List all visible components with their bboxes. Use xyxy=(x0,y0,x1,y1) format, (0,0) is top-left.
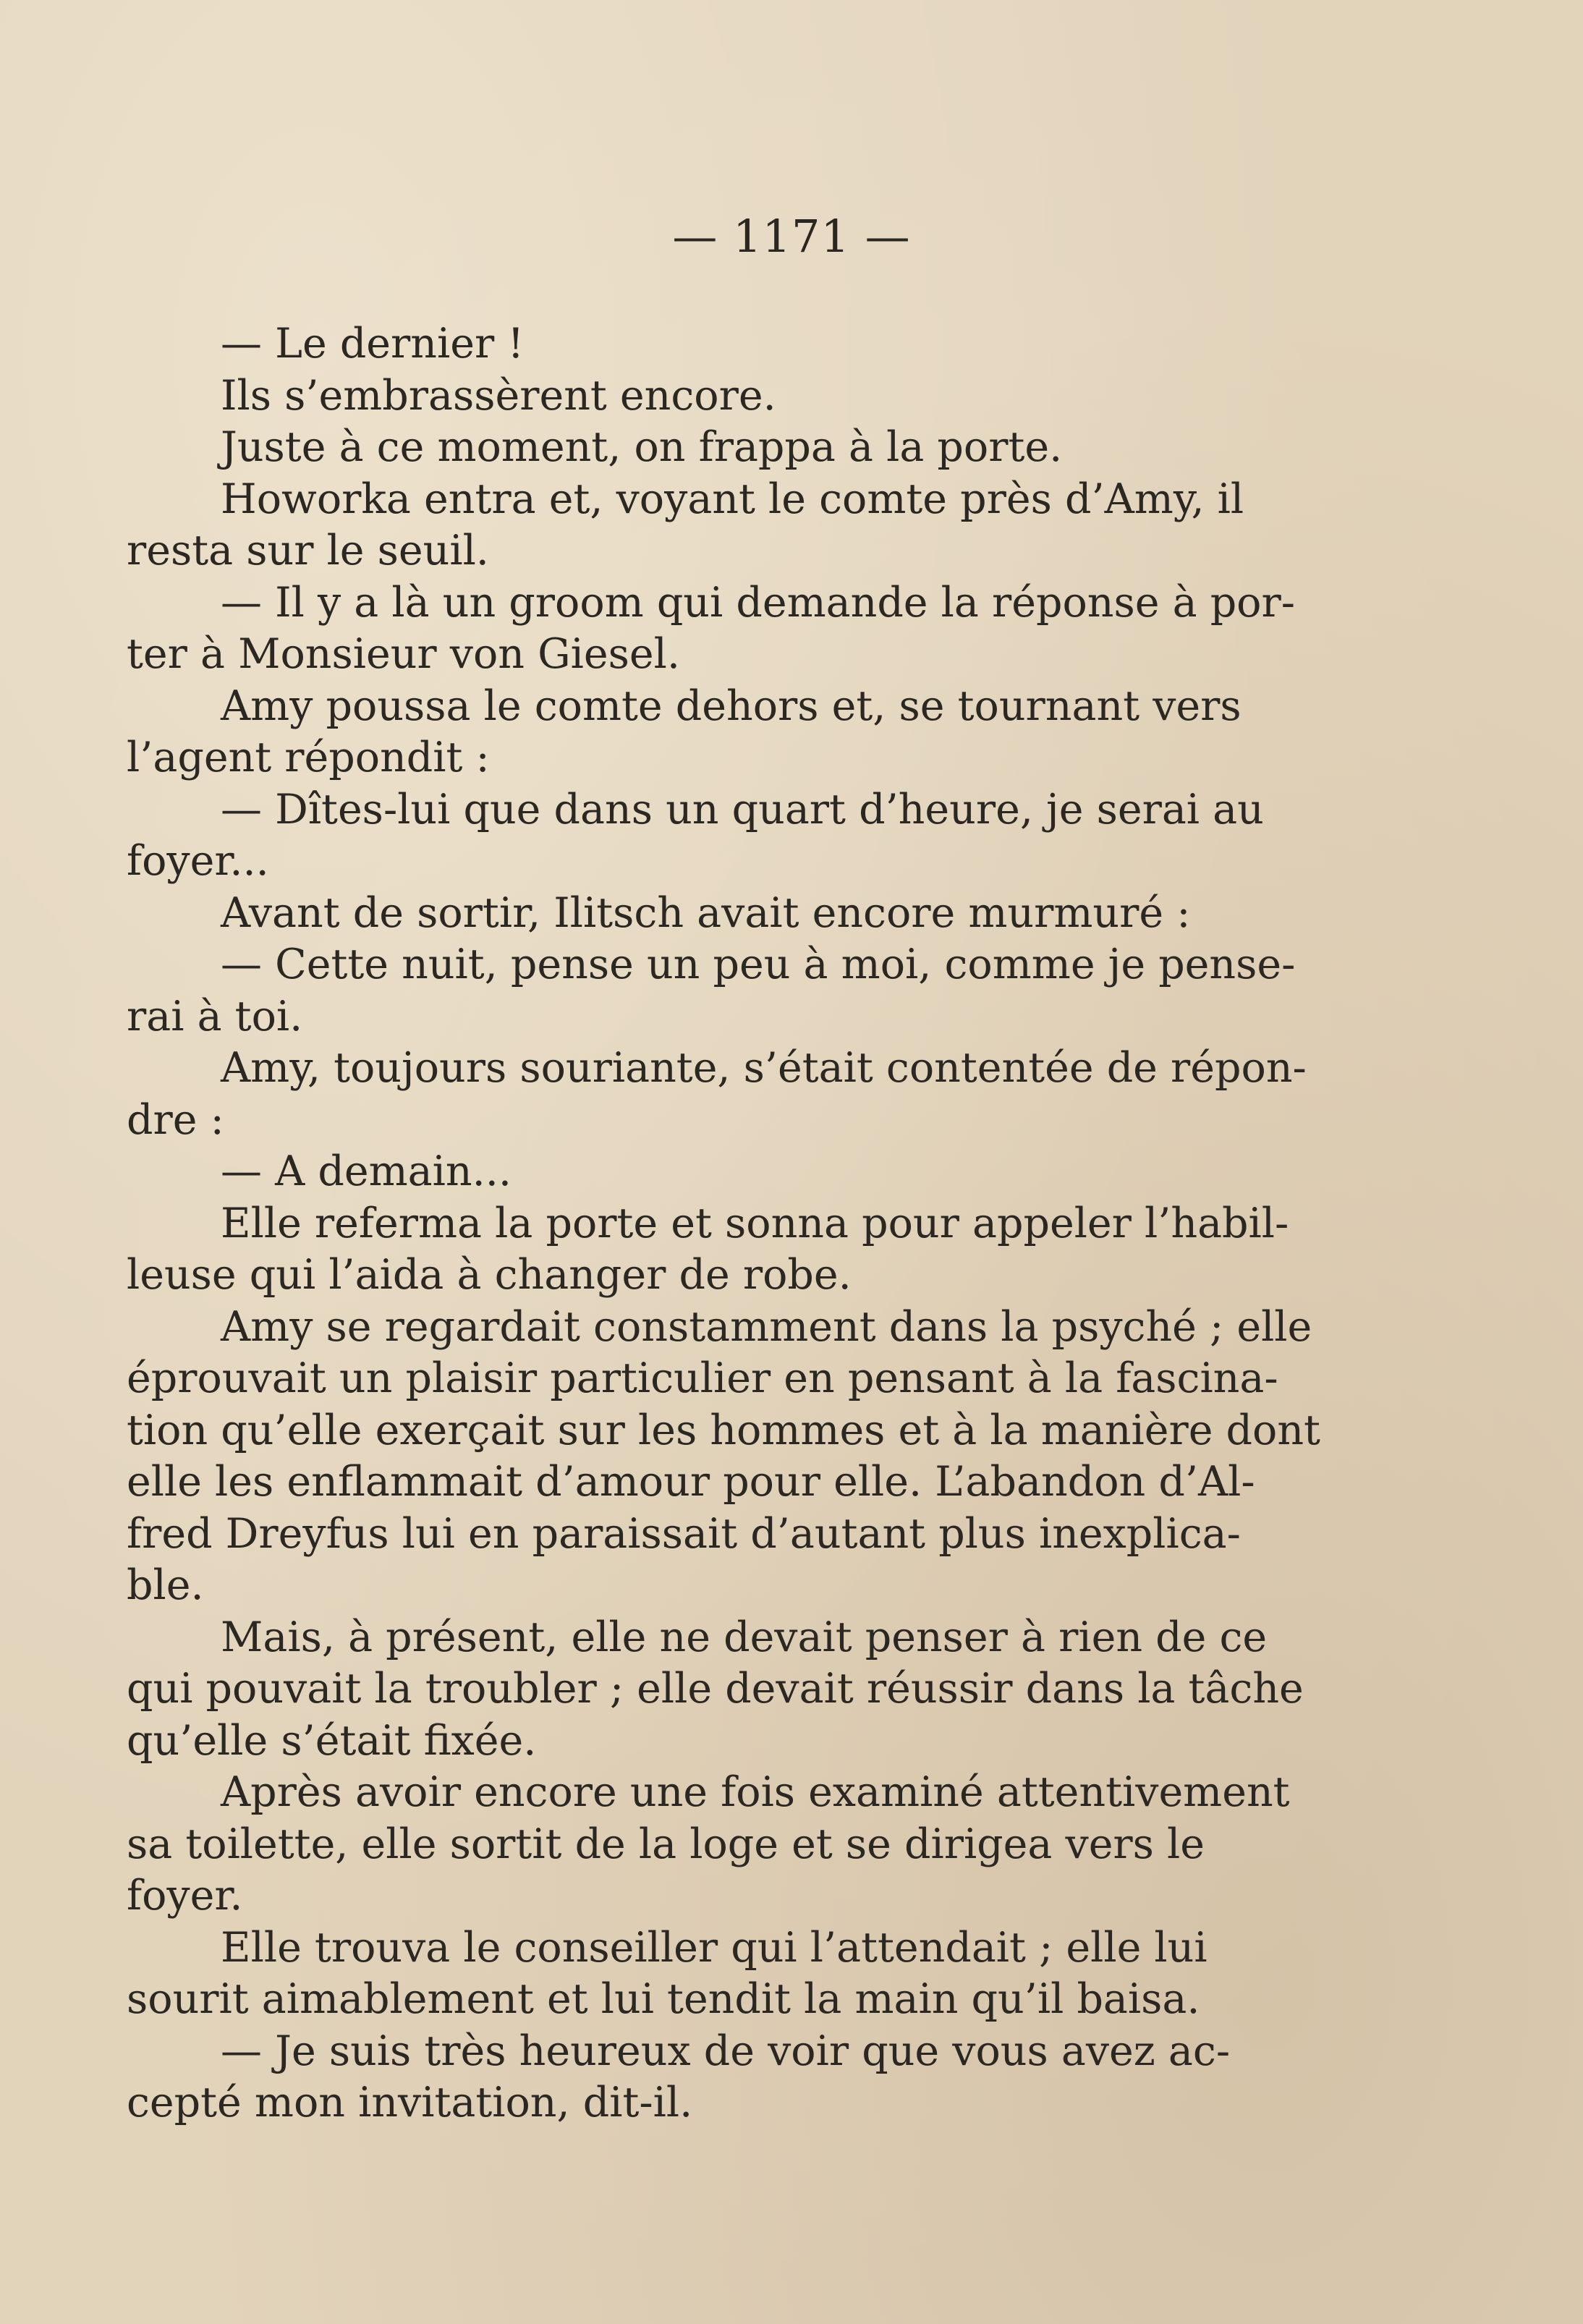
text-line: éprouvait un plaisir particulier en pensant à la fascina- xyxy=(127,1354,1278,1402)
text-line: sa toilette, elle sortit de la loge et se dirigea vers le xyxy=(127,1820,1205,1868)
text-line: Juste à ce moment, on frappa à la porte. xyxy=(221,423,1063,471)
text-line: — Il y a là un groom qui demande la réponse à por- xyxy=(221,578,1296,627)
text-line: cepté mon invitation, dit-il. xyxy=(127,2079,693,2126)
text-line: foyer. xyxy=(127,1872,243,1920)
text-line: l’agent répondit : xyxy=(127,734,490,781)
text-line: tion qu’elle exerçait sur les hommes et à la manière dont xyxy=(127,1406,1320,1454)
text-line: Mais, à présent, elle ne devait penser à rien de ce xyxy=(221,1613,1268,1661)
text-line: foyer... xyxy=(127,837,269,885)
text-line: sourit aimablement et lui tendit la main qu’il baisa. xyxy=(127,1975,1200,2023)
text-line: ble. xyxy=(127,1561,204,1609)
text-line: Avant de sortir, Ilitsch avait encore murmuré : xyxy=(221,889,1191,937)
text-line: — A demain... xyxy=(221,1148,512,1195)
text-line: Amy poussa le comte dehors et, se tournant vers xyxy=(221,682,1242,730)
text-line: — Cette nuit, pense un peu à moi, comme je pense- xyxy=(221,941,1296,988)
text-line: Après avoir encore une fois examiné attentivement xyxy=(221,1768,1290,1816)
text-line: Ils s’embrassèrent encore. xyxy=(221,371,776,420)
page-number: — 1171 — xyxy=(672,210,911,263)
text-line: rai à toi. xyxy=(127,992,303,1040)
text-line: elle les enflammait d’amour pour elle. L’abandon d’Al- xyxy=(127,1458,1255,1506)
text-line: Howorka entra et, voyant le comte près d’Amy, il xyxy=(221,475,1244,523)
text-line: qui pouvait la troubler ; elle devait réussir dans la tâche xyxy=(127,1665,1304,1713)
text-line: Elle referma la porte et sonna pour appeler l’habil- xyxy=(221,1199,1289,1247)
text-line: Amy, toujours souriante, s’était contentée de répon- xyxy=(221,1044,1307,1092)
text-line: — Dîtes-lui que dans un quart d’heure, je serai au xyxy=(221,785,1264,834)
text-line: Amy se regardait constamment dans la psyché ; elle xyxy=(221,1302,1312,1351)
text-line: — Je suis très heureux de voir que vous avez ac- xyxy=(221,2027,1231,2075)
text-line: fred Dreyfus lui en paraissait d’autant plus inexplica- xyxy=(127,1509,1241,1558)
text-line: ter à Monsieur von Giesel. xyxy=(127,630,680,678)
text-line: leuse qui l’aida à changer de robe. xyxy=(127,1251,852,1299)
text-line: Elle trouva le conseiller qui l’attendait ; elle lui xyxy=(221,1923,1208,1972)
text-line: resta sur le seuil. xyxy=(127,527,489,574)
text-line: qu’elle s’était fixée. xyxy=(127,1716,537,1765)
text-line: — Le dernier ! xyxy=(221,320,525,368)
body-text xyxy=(127,318,1357,2129)
text-line: dre : xyxy=(127,1095,224,1144)
